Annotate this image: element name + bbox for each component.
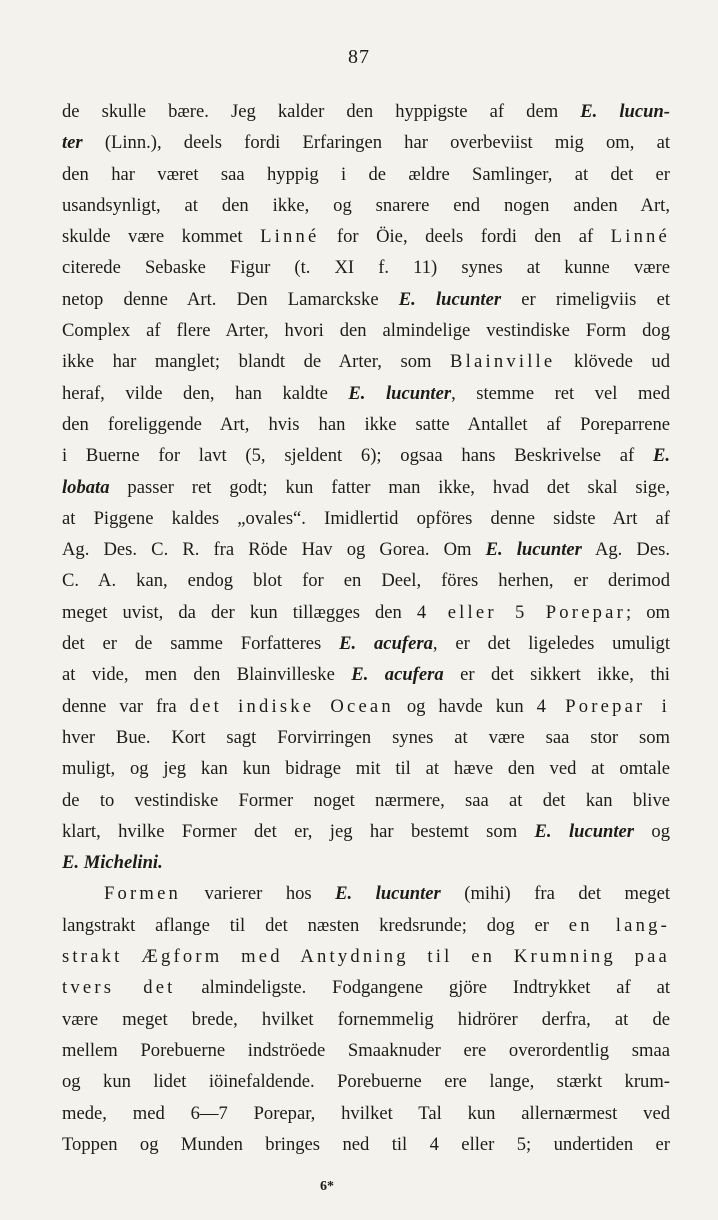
text-segment: (mihi) fra det meget	[440, 883, 670, 905]
text-segment: Ag. Des. C. R. fra Röde Hav og Gorea. Om	[62, 539, 486, 561]
text-line	[62, 941, 670, 972]
text-line	[62, 816, 670, 847]
text-segment: , stemme ret vel med	[451, 382, 670, 404]
text-segment: varierer hos	[181, 883, 336, 905]
text-segment: og	[634, 820, 670, 842]
italic-text: E. Michelini.	[62, 852, 163, 874]
text-segment: og havde kun	[393, 695, 537, 717]
text-line	[62, 565, 670, 596]
text-line	[62, 659, 670, 690]
text-segment: almindeligste. Fodgangene gjöre Indtrykket af at	[175, 977, 670, 999]
text-segment: hver Bue. Kort sagt Forvirringen synes at være saa stor som	[62, 726, 670, 748]
text-segment: heraf, vilde den, han kaldte	[62, 382, 349, 404]
text-segment: (Linn.), deels fordi Erfaringen har overbeviist mig om, at	[82, 132, 670, 154]
text-segment: klövede ud	[555, 351, 670, 373]
text-line	[62, 315, 670, 346]
page-number: 87	[348, 46, 370, 68]
text-line	[62, 1098, 670, 1129]
italic-text: E. lucunter	[348, 382, 452, 404]
text-line	[62, 159, 670, 190]
spaced-text: Linné	[260, 226, 320, 248]
text-line	[62, 127, 670, 158]
text-segment: mellem Porebuerne indströede Smaaknuder ere overordentlig smaa	[62, 1039, 670, 1061]
text-segment: Toppen og Munden bringes ned til 4 eller 5; undertiden er	[62, 1133, 670, 1155]
text-segment: langstrakt aflange til det næsten kredsrunde; dog er	[62, 914, 569, 936]
text-segment: de to vestindiske Former noget nærmere, saa at det kan blive	[62, 789, 670, 811]
italic-text: E. lucunter	[398, 288, 502, 310]
text-segment: skulde være kommet	[62, 226, 261, 248]
text-segment: citerede Sebaske Figur (t. XI f. 11) synes at kunne være	[62, 257, 670, 279]
text-segment: mede, med 6—7 Porepar, hvilket Tal kun allernærmest ved	[62, 1102, 670, 1124]
text-segment: de skulle bære. Jeg kalder den hyppigste af dem	[62, 101, 581, 122]
text-segment: og kun lidet iöinefaldende. Porebuerne ere lange, stærkt krum-	[62, 1071, 670, 1093]
text-segment: er rimeligviis et	[501, 288, 670, 310]
italic-text: E. lucunter	[485, 539, 582, 561]
text-line	[62, 409, 670, 440]
text-line	[62, 503, 670, 534]
text-line	[62, 252, 670, 283]
text-line	[62, 628, 670, 659]
text-line	[62, 785, 670, 816]
text-line	[62, 972, 670, 1003]
italic-text: E. acufera	[351, 664, 444, 686]
spaced-text: 4 eller 5 Porepar	[416, 601, 626, 623]
text-segment: at vide, men den Blainvilleske	[62, 664, 352, 686]
text-segment: netop denne Art. Den Lamarckske	[62, 288, 399, 310]
text-segment: passer ret godt; kun fatter man ikke, hvad det skal sige,	[109, 476, 670, 498]
text-segment: denne var fra	[62, 695, 190, 717]
text-line	[62, 1129, 670, 1160]
signature-mark: 6*	[320, 1179, 334, 1194]
spaced-text: 4 Porepar i	[536, 695, 670, 717]
text-line	[62, 1066, 670, 1097]
text-line	[62, 847, 670, 878]
text-segment: er det sikkert ikke, thi	[443, 664, 670, 686]
italic-text: E. lucun-	[580, 101, 670, 122]
spaced-text: det indiske Ocean	[189, 695, 394, 717]
text-segment: Complex af flere Arter, hvori den almindelige vestindiske Form dog	[62, 320, 670, 342]
text-line	[62, 1035, 670, 1066]
italic-text: E. lucunter	[335, 883, 441, 905]
text-segment: det er de samme Forfatteres	[62, 633, 340, 655]
spaced-text: strakt Ægform med Antydning til en Krumning paa	[62, 946, 670, 968]
text-segment: muligt, og jeg kan kun bidrage mit til at hæve den ved at omtale	[62, 758, 670, 780]
spaced-text: Blainville	[450, 351, 556, 373]
text-segment: usandsynligt, at den ikke, og snarere end nogen anden Art,	[62, 194, 670, 216]
text-line	[62, 221, 670, 252]
text-line	[62, 1004, 670, 1035]
text-segment: for Öie, deels fordi den af	[319, 226, 611, 248]
text-segment: den foreliggende Art, hvis han ikke satte Antallet af Poreparrene	[62, 413, 670, 435]
spaced-text: Formen	[104, 883, 182, 905]
text-line	[62, 597, 670, 628]
text-line	[62, 378, 670, 409]
text-line	[62, 346, 670, 377]
spaced-text: Linné	[610, 226, 670, 248]
spaced-text: en lang-	[568, 914, 670, 936]
italic-text: E. lucunter	[534, 820, 635, 842]
text-segment: meget uvist, da der kun tillægges den	[62, 601, 417, 623]
text-segment: ikke har manglet; blandt de Arter, som	[62, 351, 451, 373]
italic-text: E.	[652, 445, 670, 467]
italic-text: E. acufera	[339, 633, 433, 655]
text-line	[62, 910, 670, 941]
italic-text: lobata	[62, 476, 110, 498]
text-segment: i Buerne for lavt (5, sjeldent 6); ogsaa hans Beskrivelse af	[62, 445, 653, 467]
text-segment: at Piggene kaldes „ovales“. Imidlertid opföres denne sidste Art af	[62, 507, 670, 529]
text-segment: ; om	[625, 601, 670, 623]
text-line	[62, 534, 670, 565]
text-line	[62, 284, 670, 315]
text-segment: , er det ligeledes umuligt	[432, 633, 670, 655]
text-line	[62, 753, 670, 784]
text-line	[62, 96, 670, 127]
text-line	[62, 440, 670, 471]
text-segment: klart, hvilke Former det er, jeg har bestemt som	[62, 820, 535, 842]
text-segment: Ag. Des.	[581, 539, 670, 561]
text-line	[62, 878, 670, 909]
body-text	[62, 96, 670, 1160]
text-segment: den har været saa hyppig i de ældre Samlinger, at det er	[62, 163, 670, 185]
text-line	[62, 722, 670, 753]
italic-text: ter	[62, 132, 83, 154]
text-line	[62, 472, 670, 503]
text-segment: C. A. kan, endog blot for en Deel, föres herhen, er derimod	[62, 570, 670, 592]
text-line	[62, 691, 670, 722]
text-line	[62, 190, 670, 221]
spaced-text: tvers det	[62, 977, 176, 999]
text-segment: være meget brede, hvilket fornemmelig hidrörer derfra, at de	[62, 1008, 670, 1030]
